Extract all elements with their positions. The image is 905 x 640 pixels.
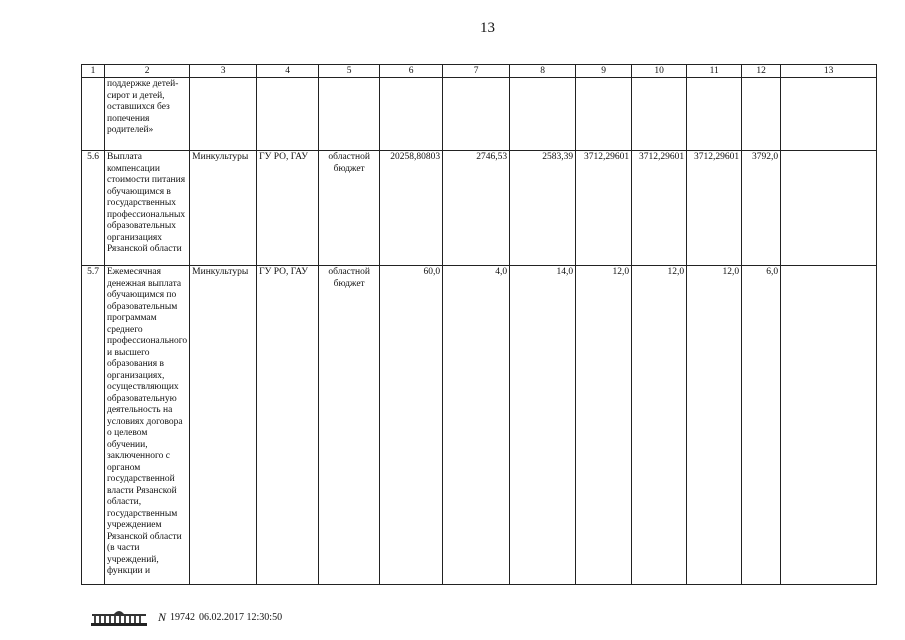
year-value-cell: 6,0	[742, 266, 781, 585]
activity-description: поддержке детей- сирот и детей, оставшихся без попечения родителей»	[105, 78, 190, 151]
row-number	[82, 78, 105, 151]
total-cell: 60,0	[380, 266, 443, 585]
registration-stamp	[158, 610, 282, 625]
executor-cell: Минкультуры	[190, 151, 257, 266]
activity-description: Выплата компенсации стоимости питания обучающимся в государственных профессиональных образовательных организациях Рязанской области	[105, 151, 190, 266]
column-header: 13	[781, 65, 877, 78]
column-header: 2	[105, 65, 190, 78]
participant-cell	[257, 78, 319, 151]
year-value-cell: 3712,29601	[687, 151, 742, 266]
total-cell	[380, 78, 443, 151]
funding-source-cell: областной бюджет	[319, 266, 380, 585]
registration-mark: N	[158, 609, 167, 624]
year-value-cell: 2583,39	[510, 151, 576, 266]
total-cell: 20258,80803	[380, 151, 443, 266]
year-value-cell: 3712,29601	[576, 151, 632, 266]
funding-source-cell: областной бюджет	[319, 151, 380, 266]
year-value-cell: 12,0	[632, 266, 687, 585]
year-value-cell	[632, 78, 687, 151]
column-header: 4	[257, 65, 319, 78]
executor-cell	[190, 78, 257, 151]
table-row	[82, 151, 877, 266]
year-value-cell: 3712,29601	[632, 151, 687, 266]
column-header: 9	[576, 65, 632, 78]
result-cell	[781, 78, 877, 151]
column-number-row	[82, 65, 877, 78]
column-header: 11	[687, 65, 742, 78]
result-cell	[781, 151, 877, 266]
year-value-cell	[510, 78, 576, 151]
column-header: 3	[190, 65, 257, 78]
executor-cell: Минкультуры	[190, 266, 257, 585]
year-value-cell	[443, 78, 510, 151]
column-header: 5	[319, 65, 380, 78]
column-header: 8	[510, 65, 576, 78]
participant-cell: ГУ РО, ГАУ	[257, 151, 319, 266]
year-value-cell	[576, 78, 632, 151]
registration-datetime: 06.02.2017 12:30:50	[199, 611, 283, 623]
document-footer	[90, 606, 282, 628]
program-table	[81, 64, 877, 585]
building-logo-icon	[90, 607, 148, 627]
table-row	[82, 78, 877, 151]
funding-source-cell	[319, 78, 380, 151]
page-number: 13	[480, 20, 495, 36]
column-header: 1	[82, 65, 105, 78]
table-row	[82, 266, 877, 585]
year-value-cell: 12,0	[576, 266, 632, 585]
year-value-cell: 12,0	[687, 266, 742, 585]
row-number: 5.6	[82, 151, 105, 266]
year-value-cell: 14,0	[510, 266, 576, 585]
year-value-cell: 3792,0	[742, 151, 781, 266]
participant-cell: ГУ РО, ГАУ	[257, 266, 319, 585]
column-header: 6	[380, 65, 443, 78]
row-number: 5.7	[82, 266, 105, 585]
column-header: 12	[742, 65, 781, 78]
column-header: 7	[443, 65, 510, 78]
year-value-cell: 4,0	[443, 266, 510, 585]
result-cell	[781, 266, 877, 585]
year-value-cell	[687, 78, 742, 151]
year-value-cell	[742, 78, 781, 151]
year-value-cell: 2746,53	[443, 151, 510, 266]
activity-description: Ежемесячная денежная выплата обучающимся по образовательным программам среднего профессионального и высшего образования в организациях, осуществляющих образовательную деятельность на условиях договора о целевом обучении, заключенного с органом государственной власти Рязанской области, государственным учреждением Рязанской области (в части учреждений, функции и	[105, 266, 190, 585]
registration-number: 19742	[170, 611, 196, 623]
column-header: 10	[632, 65, 687, 78]
